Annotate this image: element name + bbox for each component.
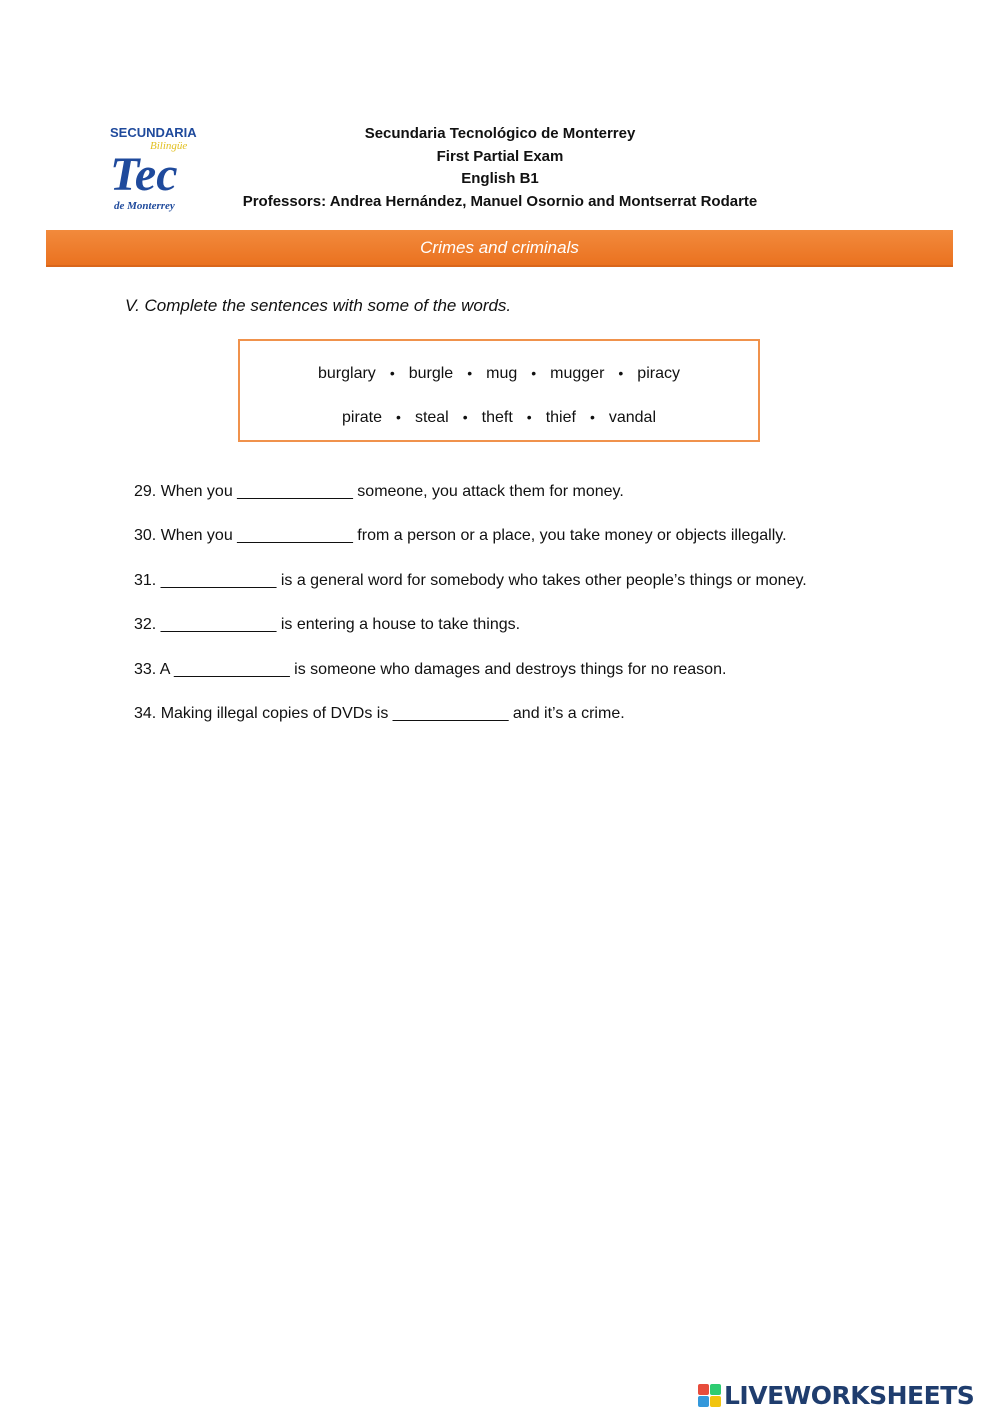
professors-line: Professors: Andrea Hernández, Manuel Osornio and Montserrat Rodarte xyxy=(242,192,758,210)
question-list xyxy=(134,482,894,748)
bullet-separator: • xyxy=(589,409,595,425)
section-banner xyxy=(46,230,953,267)
bullet-separator: • xyxy=(467,365,473,381)
word-bank-row-2 xyxy=(240,409,758,427)
liveworksheets-logo-icon xyxy=(698,1384,720,1406)
banner-title: Crimes and criminals xyxy=(420,238,579,257)
word-bank-item: theft xyxy=(481,409,513,426)
word-bank-item: steal xyxy=(414,409,449,426)
svg-text:de Monterrey: de Monterrey xyxy=(114,200,175,212)
bullet-separator: • xyxy=(531,365,537,381)
word-bank-item: burglary xyxy=(318,365,376,382)
svg-text:SECUNDARIA: SECUNDARIA xyxy=(110,125,197,140)
question-34[interactable]: 34. Making illegal copies of DVDs is _____________ and it’s a crime. xyxy=(134,704,625,722)
course-name: English B1 xyxy=(461,170,539,187)
question-32[interactable]: 32. _____________ is entering a house to take things. xyxy=(134,616,521,634)
svg-text:Tec: Tec xyxy=(110,148,178,201)
bullet-separator: • xyxy=(526,409,532,425)
word-bank-row-1 xyxy=(240,365,758,383)
instruction-text: V. Complete the sentences with some of the words. xyxy=(125,296,512,315)
bullet-separator: • xyxy=(618,365,624,381)
bullet-separator: • xyxy=(389,365,395,381)
svg-text:Bilingüe: Bilingüe xyxy=(150,140,188,152)
question-30[interactable]: 30. When you _____________ from a person or a place, you take money or objects illegally. xyxy=(134,527,787,545)
exam-title: First Partial Exam xyxy=(436,147,564,165)
school-logo xyxy=(106,122,210,214)
question-29[interactable]: 29. When you _____________ someone, you attack them for money. xyxy=(134,483,624,500)
question-31[interactable]: 31. _____________ is a general word for somebody who takes other people’s things or money. xyxy=(134,571,807,589)
word-bank-item: mug xyxy=(486,365,518,382)
word-bank-item: pirate xyxy=(342,409,383,426)
school-name: Secundaria Tecnológico de Monterrey xyxy=(364,125,636,142)
word-bank-item: piracy xyxy=(637,365,680,382)
word-bank-item: vandal xyxy=(608,409,656,426)
word-bank-item: thief xyxy=(545,409,576,426)
exam-header xyxy=(200,123,800,213)
tec-logo-graphic xyxy=(106,122,210,214)
word-bank-item: burgle xyxy=(408,365,454,382)
word-bank-item: mugger xyxy=(550,365,605,382)
watermark-text: LIVEWORKSHEETS xyxy=(724,1380,975,1410)
bullet-separator: • xyxy=(396,409,401,425)
bullet-separator: • xyxy=(462,409,468,425)
word-bank xyxy=(238,339,760,442)
question-33[interactable]: 33. A _____________ is someone who damages and destroys things for no reason. xyxy=(134,660,727,678)
liveworksheets-watermark xyxy=(698,1380,974,1410)
